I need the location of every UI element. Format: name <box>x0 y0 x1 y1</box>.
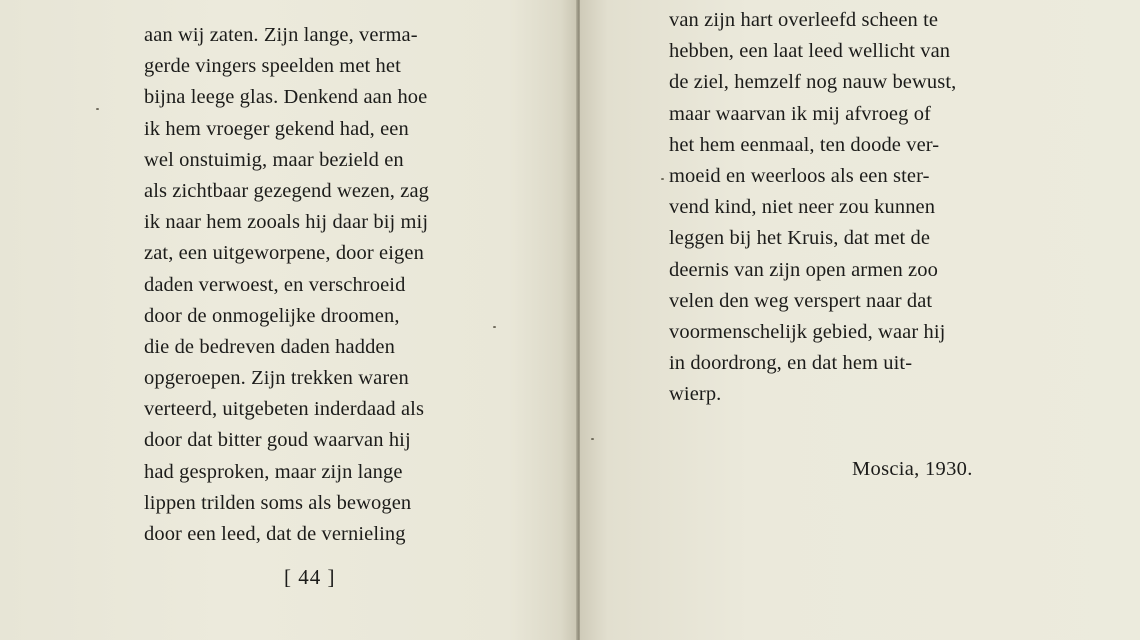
text-line: deernis van zijn open armen zoo <box>669 258 938 281</box>
text-line: de ziel, hemzelf nog nauw bewust, <box>669 71 957 94</box>
text-line: voormenschelijk gebied, waar hij <box>669 320 946 343</box>
text-line: in doordrong, en dat hem uit- <box>669 352 913 375</box>
text-line: die de bedreven daden hadden <box>144 335 395 358</box>
paper-speck <box>493 326 496 328</box>
text-line: wierp. <box>669 383 722 406</box>
text-line: lippen trilden soms als bewogen <box>144 491 412 514</box>
paper-speck <box>661 178 664 180</box>
text-line: had gesproken, maar zijn lange <box>144 460 403 483</box>
right-page-body-text <box>669 5 989 410</box>
text-line: ik hem vroeger gekend had, een <box>144 117 409 140</box>
text-line: bijna leege glas. Denkend aan hoe <box>144 86 428 109</box>
text-line: aan wij zaten. Zijn lange, verma- <box>144 24 418 46</box>
text-line: daden verwoest, en verschroeid <box>144 273 406 296</box>
text-line: velen den weg verspert naar dat <box>669 289 933 312</box>
text-line: als zichtbaar gezegend wezen, zag <box>144 179 430 202</box>
text-line: zat, een uitgeworpene, door eigen <box>144 242 424 265</box>
text-line: gerde vingers speelden met het <box>144 55 401 78</box>
paper-speck <box>591 438 594 440</box>
page-number: [ 44 ] <box>284 565 336 589</box>
text-line: opgeroepen. Zijn trekken waren <box>144 367 409 390</box>
place-and-date: Moscia, 1930. <box>852 458 973 480</box>
text-line: door dat bitter goud waarvan hij <box>144 429 411 452</box>
text-line: door een leed, dat de vernieling <box>144 523 406 545</box>
text-line: van zijn hart overleefd scheen te <box>669 9 939 31</box>
text-line: vend kind, niet neer zou kunnen <box>669 196 936 219</box>
text-line: door de onmogelijke droomen, <box>144 304 400 327</box>
text-line: ik naar hem zooals hij daar bij mij <box>144 211 429 234</box>
text-line: leggen bij het Kruis, dat met de <box>669 227 931 250</box>
left-page-body-text <box>144 20 474 550</box>
text-line: verteerd, uitgebeten inderdaad als <box>144 398 425 421</box>
paper-speck <box>96 108 99 110</box>
text-line: hebben, een laat leed wellicht van <box>669 40 951 63</box>
text-line: moeid en weerloos als een ster- <box>669 164 930 187</box>
text-line: maar waarvan ik mij afvroeg of <box>669 102 931 125</box>
text-line: wel onstuimig, maar bezield en <box>144 148 404 171</box>
text-line: het hem eenmaal, ten doode ver- <box>669 133 940 156</box>
